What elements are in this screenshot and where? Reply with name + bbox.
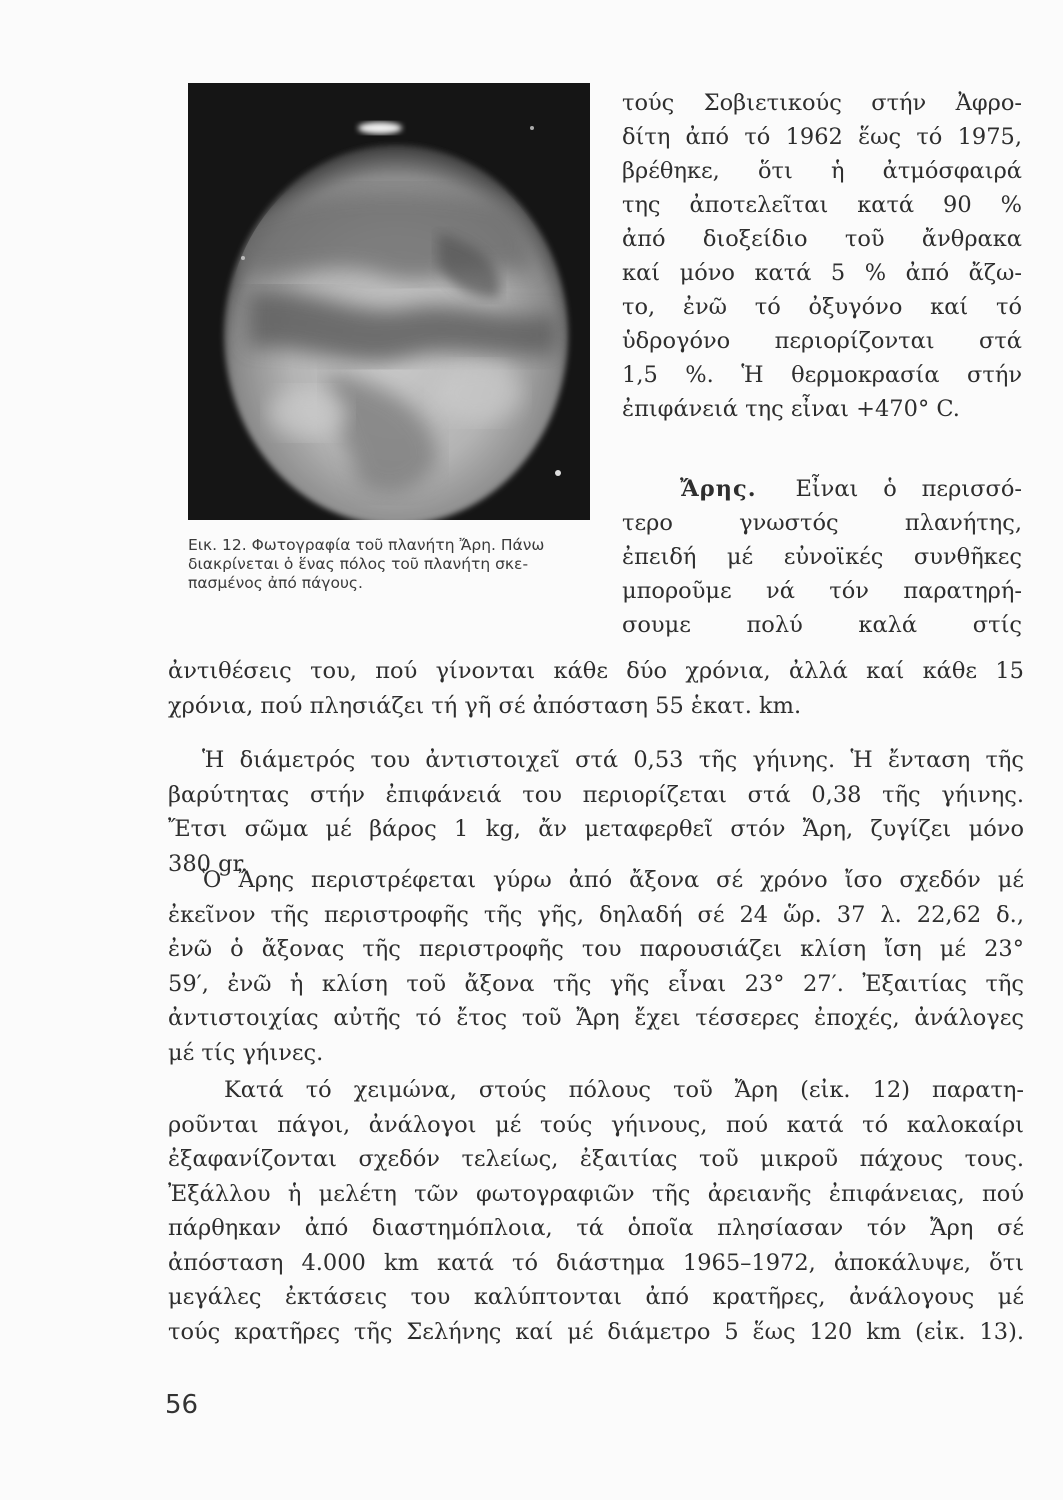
text-line: μποροῦμε νά τόν παρατηρή- (622, 578, 1022, 604)
text-line: Ἐξάλλου ἡ μελέτη τῶν φωτογραφιῶν τῆς ἀρειανῆς ἐπιφάνειας, πού (168, 1180, 1024, 1207)
text-line: ἀπό διοξείδιο τοῦ ἄνθρακα (622, 226, 1022, 252)
text-line: χρόνια, πού πλησιάζει τή γῆ σέ ἀπόσταση 55 ἑκατ. km. (168, 692, 802, 719)
text-line: Κατά τό χειμώνα, στούς πόλους τοῦ Ἄρη (εἰκ. 12) παρατη- (224, 1077, 1024, 1103)
text-line: 1,5 %. Ἡ θερμοκρασία στήν (622, 362, 1022, 388)
paragraph-3 (168, 863, 1024, 1070)
text-line: καί μόνο κατά 5 % ἀπό ἄζω- (622, 260, 1022, 286)
text-line: ἀντιθέσεις του, πού γίνονται κάθε δύο χρόνια, ἀλλά καί κάθε 15 (168, 658, 1024, 684)
text-line: Ὁ Ἄρης περιστρέφεται γύρω ἀπό ἄξονα σέ χρόνο ἴσο σχεδόν μέ (202, 867, 1024, 893)
text-line: της ἀποτελεῖται κατά 90 % (622, 192, 1022, 218)
text-line: πάρθηκαν ἀπό διαστημόπλοια, τά ὁποῖα πλησίασαν τόν Ἄρη σέ (168, 1215, 1024, 1241)
text-line: σουμε πολύ καλά στίς (622, 612, 1022, 638)
text-line: βρέθηκε, ὅτι ἡ ἀτμόσφαιρά (622, 158, 1022, 184)
mars-photograph (188, 83, 590, 520)
paragraph-4 (168, 1073, 1024, 1349)
text-line: ἐκεῖνον τῆς περιστροφῆς τῆς γῆς, δηλαδή σέ 24 ὥρ. 37 λ. 22,62 δ., (168, 901, 1024, 928)
caption-line: διακρίνεται ὁ ἕνας πόλος τοῦ πλανήτη σκε- (188, 555, 529, 573)
text-line: μέ τίς γήινες. (168, 1039, 324, 1066)
text-line: ἐξαφανίζονται σχεδόν τελείως, ἐξαιτίας τοῦ μικροῦ πάχους τους. (168, 1146, 1024, 1172)
text-line: ἐπειδή μέ εὐνοϊκές συνθῆκες (622, 544, 1022, 570)
right-column-ares (622, 472, 1022, 642)
text-line: ἐνῶ ὁ ἄξονας τῆς περιστροφῆς του παρουσιάζει κλίση ἴση μέ 23° (168, 936, 1024, 962)
text-line: ροῦνται πάγοι, ἀνάλογοι μέ τούς γήινους, πού κατά τό καλοκαίρι (168, 1111, 1024, 1138)
section-lead-line (622, 472, 1022, 506)
text-line: ἀπόσταση 4.000 km κατά τό διάστημα 1965–1972, ἀποκάλυψε, ὅτι (168, 1249, 1024, 1276)
text-line: 59′, ἐνῶ ἡ κλίση τοῦ ἄξονα τῆς γῆς εἶναι 23° 27′. Ἐξαιτίας τῆς (168, 970, 1024, 997)
text-line: δίτη ἀπό τό 1962 ἕως τό 1975, (622, 124, 1022, 150)
text-line: Ἔτσι σῶμα μέ βάρος 1 kg, ἄν μεταφερθεῖ στόν Ἄρη, ζυγίζει μόνο (168, 816, 1024, 842)
right-column-venus (622, 86, 1022, 426)
figure-caption (188, 536, 608, 593)
text-line: τερο γνωστός πλανήτης, (622, 510, 1022, 536)
text-line: ὑδρογόνο περιορίζονται στά (622, 328, 1022, 354)
text-line: το, ἐνῶ τό ὀξυγόνο καί τό (622, 294, 1022, 320)
caption-line: Εικ. 12. Φωτογραφία τοῦ πλανήτη Ἄρη. Πάνω (188, 536, 545, 554)
text-line: ἀντιστοιχίας αὐτῆς τό ἔτος τοῦ Ἄρη ἔχει τέσσερες ἐποχές, ἀνάλογες (168, 1005, 1024, 1031)
text-line: τούς Σοβιετικούς στήν Ἀφρο- (622, 90, 1022, 116)
text-line: βαρύτητας στήν ἐπιφάνειά του περιορίζεται στά 0,38 τῆς γήινης. (168, 781, 1024, 808)
text-line: 380 gr. (168, 850, 248, 877)
paragraph-2 (168, 743, 1024, 881)
page-number: 56 (165, 1390, 199, 1420)
caption-line: πασμένος ἀπό πάγους. (188, 574, 363, 592)
text-line: ἐπιφάνειά της εἶναι +470° C. (622, 396, 960, 422)
text-line: Ἡ διάμετρός του ἀντιστοιχεῖ στά 0,53 τῆς γήινης. Ἡ ἔνταση τῆς (202, 747, 1024, 773)
text-line: τούς κρατῆρες τῆς Σελήνης καί μέ διάμετρο 5 ἕως 120 km (εἰκ. 13). (168, 1318, 1024, 1345)
text-line: μεγάλες ἐκτάσεις του καλύπτονται ἀπό κρατῆρες, ἀνάλογους μέ (168, 1284, 1024, 1310)
section-heading-ares: Ἄρης. (680, 476, 757, 502)
paragraph-1 (168, 654, 1024, 723)
text-line: Εἶναι ὁ περισσό- (795, 476, 1022, 502)
